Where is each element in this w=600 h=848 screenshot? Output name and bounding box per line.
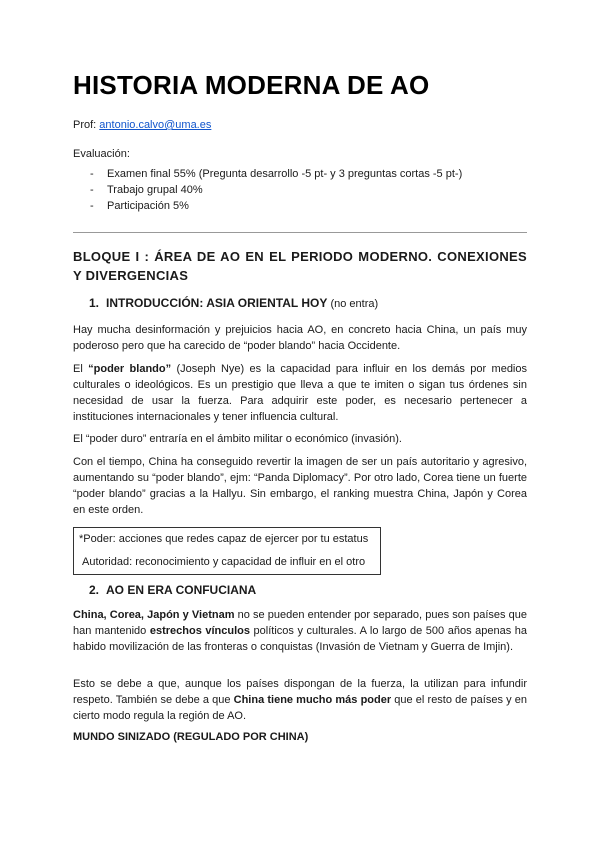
paragraph: Hay mucha desinformación y prejuicios hacia AO, en concreto hacia China, un país muy poderoso pero que ha carecido de “poder blando” hacia Occidente. [73, 324, 527, 352]
evaluation-list [90, 166, 462, 214]
paragraph: El “poder blando” (Joseph Nye) es la capacidad para influir en los demás por medios culturales o ideológicos. Es un prestigio que lleva a que te imiten o sigan tus órdenes sin necesidad de usar la fuerza. Para adquirir este poder, es necesario pertenecer a instituciones internacionales y tener influencia cultural. [73, 363, 527, 423]
page-title: HISTORIA MODERNA DE AO [73, 70, 430, 100]
block-heading: BLOQUE I : ÁREA DE AO EN EL PERIODO MODERNO. CONEXIONES Y DIVERGENCIAS [73, 249, 527, 283]
professor-line [73, 117, 211, 133]
box-line: *Poder: acciones que redes capaz de ejercer por tu estatus [79, 533, 369, 545]
paragraph: El “poder duro” entraría en el ámbito militar o económico (invasión). [73, 433, 402, 445]
professor-label: Prof: [73, 119, 97, 131]
paragraph: Esto se debe a que, aunque los países dispongan de la fuerza, la utilizan para infundir respeto. También se debe a que China tiene mucho más poder que el resto de países y en cierto modo regula la región de AO. [73, 678, 527, 722]
subheading: MUNDO SINIZADO (REGULADO POR CHINA) [73, 731, 309, 743]
paragraph: Con el tiempo, China ha conseguido revertir la imagen de ser un país autoritario y agresivo, aumentando su “poder blando”, ejm: “Panda Diplomacy”. Por otro lado, Corea tiene un fuerte “poder blando” gracias a la Hallyu. Sin embargo, el ranking muestra China, Japón y Corea en este orden. [73, 456, 527, 516]
list-item: - Trabajo grupal 40% [90, 184, 203, 196]
section-heading-1: 1. INTRODUCCIÓN: ASIA ORIENTAL HOY (no entra) [89, 296, 379, 310]
list-item: - Examen final 55% (Pregunta desarrollo -5 pt- y 3 preguntas cortas -5 pt-) [90, 168, 463, 180]
evaluation-label: Evaluación: [73, 148, 130, 160]
professor-email-link[interactable]: antonio.calvo@uma.es [99, 119, 212, 131]
section-heading-2: 2. AO EN ERA CONFUCIANA [89, 583, 257, 597]
list-item: - Participación 5% [90, 200, 189, 212]
paragraph: China, Corea, Japón y Vietnam no se pueden entender por separado, pues son países que han mantenido estrechos vínculos políticos y culturales. A lo largo de 500 años apenas ha habido movilización de las fronteras o conquistas (Invasión de Vietnam y Guerra de Imjin). [73, 609, 528, 653]
definition-box [73, 527, 381, 575]
box-line: Autoridad: reconocimiento y capacidad de influir en el otro [82, 556, 366, 568]
horizontal-divider [73, 232, 527, 233]
